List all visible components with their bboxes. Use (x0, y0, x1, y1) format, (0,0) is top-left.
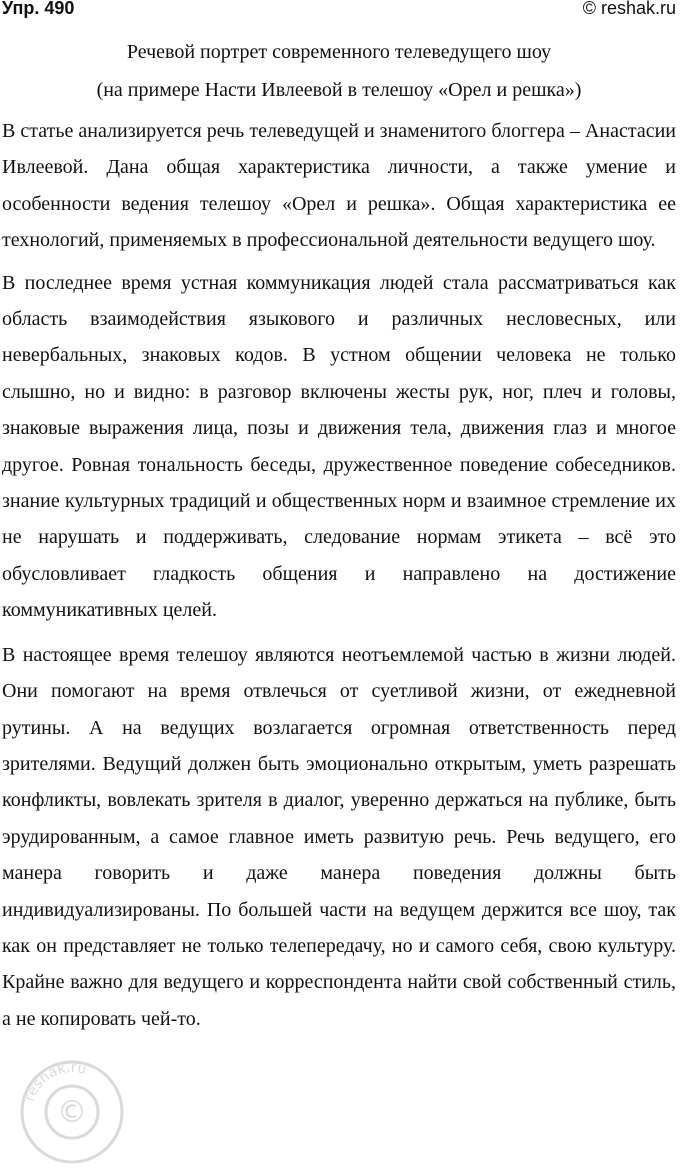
essay-title: Речевой портрет современного телеведущего шоу (126, 41, 552, 63)
paragraph-abstract: В статье анализируется речь телеведущей и знаменитого блоггера – Анастасии Ивлеевой. Дана общая характеристика личности, а также умение и особенности ведения телешоу «Орел и решка». Общая характеристика ее технологий, применяемых в профессиональной деятельности ведущего шоу. (2, 120, 676, 252)
paragraph-tv-shows: В настоящее время телешоу являются неотъемлемой частью в жизни людей. Они помогают на время отвлечься от суетливой жизни, от ежедневной рутины. А на ведущих возлагается огромная ответственность перед зрителями. Ведущий должен быть эмоционально открытым, уметь разрешать конфликты, вовлекать зрителя в диалог, уверенно держаться на публике, быть эрудированным, а самое главное иметь развитую речь. Речь ведущего, его манера говорить и даже манера поведения должны быть индивидуализированы. По большей части на ведущем держится все шоу, так как он представляет не только телепередачу, но и самого себя, свою культуру. Крайне важно для ведущего и корреспондента найти свой собственный стиль, а не копировать чей-то. (2, 643, 676, 1030)
essay-subtitle: (на примере Насти Ивлеевой в телешоу «Орел и решка») (96, 79, 582, 101)
paragraph-communication: В последнее время устная коммуникация людей стала рассматриваться как область взаимодействия языкового и различных несловесных, или невербальных, знаковых кодов. В устном общении человека не только слышно, но и видно: в разговор включены жесты рук, ног, плеч и головы, знаковые выражения лица, позы и движения тела, движения глаз и многое другое. Ровная тональность беседы, дружественное поведение собеседников. знание культурных традиций и общественных норм и взаимное стремление их не нарушать и поддерживать, следование нормам этикета – всё это обусловливает гладкость общения и направлено на достижение коммуникативных целей. (2, 271, 676, 622)
watermark-text: reshak.ru (21, 1059, 88, 1104)
page-header (2, 0, 676, 21)
exercise-number: Упр. 490 (2, 0, 75, 18)
source-label: © reshak.ru (582, 0, 676, 18)
svg-text:©: © (57, 1095, 87, 1130)
